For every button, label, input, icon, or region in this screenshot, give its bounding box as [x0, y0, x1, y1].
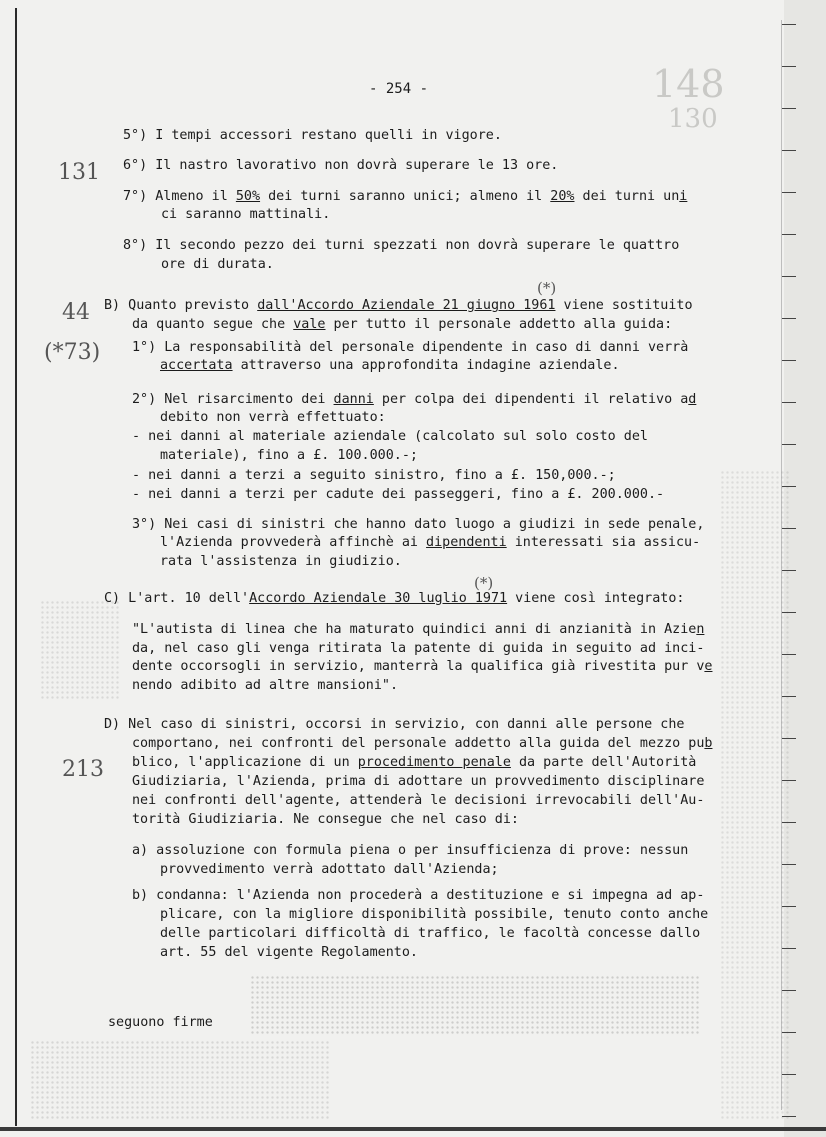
text-line: "L'autista di linea che ha maturato quindici anni di anzianità in Azien: [132, 622, 705, 637]
text-line: 8°) Il secondo pezzo dei turni spezzati non dovrà superare le quattro: [123, 238, 680, 253]
page-number: - 254 -: [369, 81, 429, 97]
text-line: da, nel caso gli venga ritirata la patente di guida in seguito ad inci-: [132, 641, 705, 656]
text-line: Giudiziaria, l'Azienda, prima di adottare un provvedimento disciplinare: [132, 774, 705, 789]
text-line: accertata attraverso una approfondita indagine aziendale.: [160, 358, 620, 373]
text-line: - nei danni a terzi a seguito sinistro, fino a £. 150,000.-;: [132, 468, 616, 483]
scan-noise: [40, 600, 120, 700]
handwritten-note-131: 131: [58, 160, 100, 185]
text-line: debito non verrà effettuato:: [160, 410, 386, 425]
text-line: da quanto segue che vale per tutto il personale addetto alla guida:: [132, 317, 673, 332]
text-line: b) condanna: l'Azienda non procederà a destituzione e si impegna ad ap-: [132, 888, 705, 903]
faint-handwritten-number-2: 130: [668, 104, 718, 134]
text-line: 1°) La responsabilità del personale dipendente in caso di danni verrà: [132, 340, 689, 355]
section-d-heading: D) Nel caso di sinistri, occorsi in servizio, con danni alle persone che: [104, 717, 685, 732]
binding-tick: [782, 108, 796, 109]
binding-strip: [784, 0, 826, 1137]
binding-tick: [782, 150, 796, 151]
scan-noise: [30, 1040, 330, 1120]
text-line: a) assoluzione con formula piena o per insufficienza di prove: nessun: [132, 843, 689, 858]
text-line: - nei danni a terzi per cadute dei passeggeri, fino a £. 200.000.-: [132, 487, 665, 502]
text-line: nendo adibito ad altre mansioni".: [132, 678, 399, 693]
handwritten-asterisk: (*): [537, 279, 557, 297]
binding-tick: [782, 66, 796, 67]
text-line: 6°) Il nastro lavorativo non dovrà superare le 13 ore.: [123, 158, 559, 173]
text-line: delle particolari difficoltà di traffico, le facoltà concesse dallo: [160, 926, 701, 941]
binding-tick: [782, 360, 796, 361]
text-line: 3°) Nei casi di sinistri che hanno dato luogo a giudizi in sede penale,: [132, 517, 705, 532]
section-b-heading: B) Quanto previsto dall'Accordo Aziendale 21 giugno 1961 viene sostituito: [104, 298, 693, 313]
binding-tick: [782, 276, 796, 277]
text-line: dente occorsogli in servizio, manterrà la qualifica già rivestita pur ve: [132, 659, 713, 674]
scan-noise: [250, 975, 700, 1035]
text-line: rata l'assistenza in giudizio.: [160, 554, 402, 569]
handwritten-note-44: 44: [62, 300, 90, 325]
text-line: comportano, nei confronti del personale addetto alla guida del mezzo pub: [132, 736, 713, 751]
handwritten-note-213: 213: [62, 757, 104, 782]
handwritten-note-73: (*73): [44, 340, 101, 365]
binding-tick: [782, 234, 796, 235]
text-line: torità Giudiziaria. Ne consegue che nel caso di:: [132, 812, 519, 827]
text-line: 5°) I tempi accessori restano quelli in vigore.: [123, 128, 502, 143]
bottom-edge-rule: [0, 1127, 826, 1131]
text-line: ci saranno mattinali.: [161, 207, 331, 222]
scan-noise: [720, 470, 790, 1120]
text-line: provvedimento verrà adottato dall'Azienda;: [160, 862, 499, 877]
text-line: 2°) Nel risarcimento dei danni per colpa dei dipendenti il relativo ad: [132, 392, 697, 407]
faint-handwritten-number: 148: [652, 62, 725, 106]
handwritten-asterisk: (*): [474, 574, 494, 592]
text-line: l'Azienda provvederà affinchè ai dipendenti interessati sia assicu-: [160, 535, 701, 550]
text-line: ore di durata.: [161, 257, 274, 272]
signatures-note: seguono firme: [108, 1015, 213, 1030]
binding-tick: [782, 192, 796, 193]
binding-tick: [782, 318, 796, 319]
binding-tick: [782, 444, 796, 445]
binding-tick: [782, 24, 796, 25]
section-c-heading: C) L'art. 10 dell'Accordo Aziendale 30 luglio 1971 viene così integrato:: [104, 591, 685, 606]
binding-tick: [782, 402, 796, 403]
text-line: art. 55 del vigente Regolamento.: [160, 945, 418, 960]
text-line: materiale), fino a £. 100.000.-;: [160, 448, 418, 463]
text-line: - nei danni al materiale aziendale (calcolato sul solo costo del: [132, 429, 648, 444]
text-line: plicare, con la migliore disponibilità possibile, tenuto conto anche: [160, 907, 709, 922]
text-line: blico, l'applicazione di un procedimento penale da parte dell'Autorità: [132, 755, 697, 770]
text-line: 7°) Almeno il 50% dei turni saranno unici; almeno il 20% dei turni uni: [123, 189, 688, 204]
text-line: nei confronti dell'agente, attenderà le decisioni irrevocabili dell'Au-: [132, 793, 705, 808]
left-margin-rule: [15, 8, 17, 1126]
